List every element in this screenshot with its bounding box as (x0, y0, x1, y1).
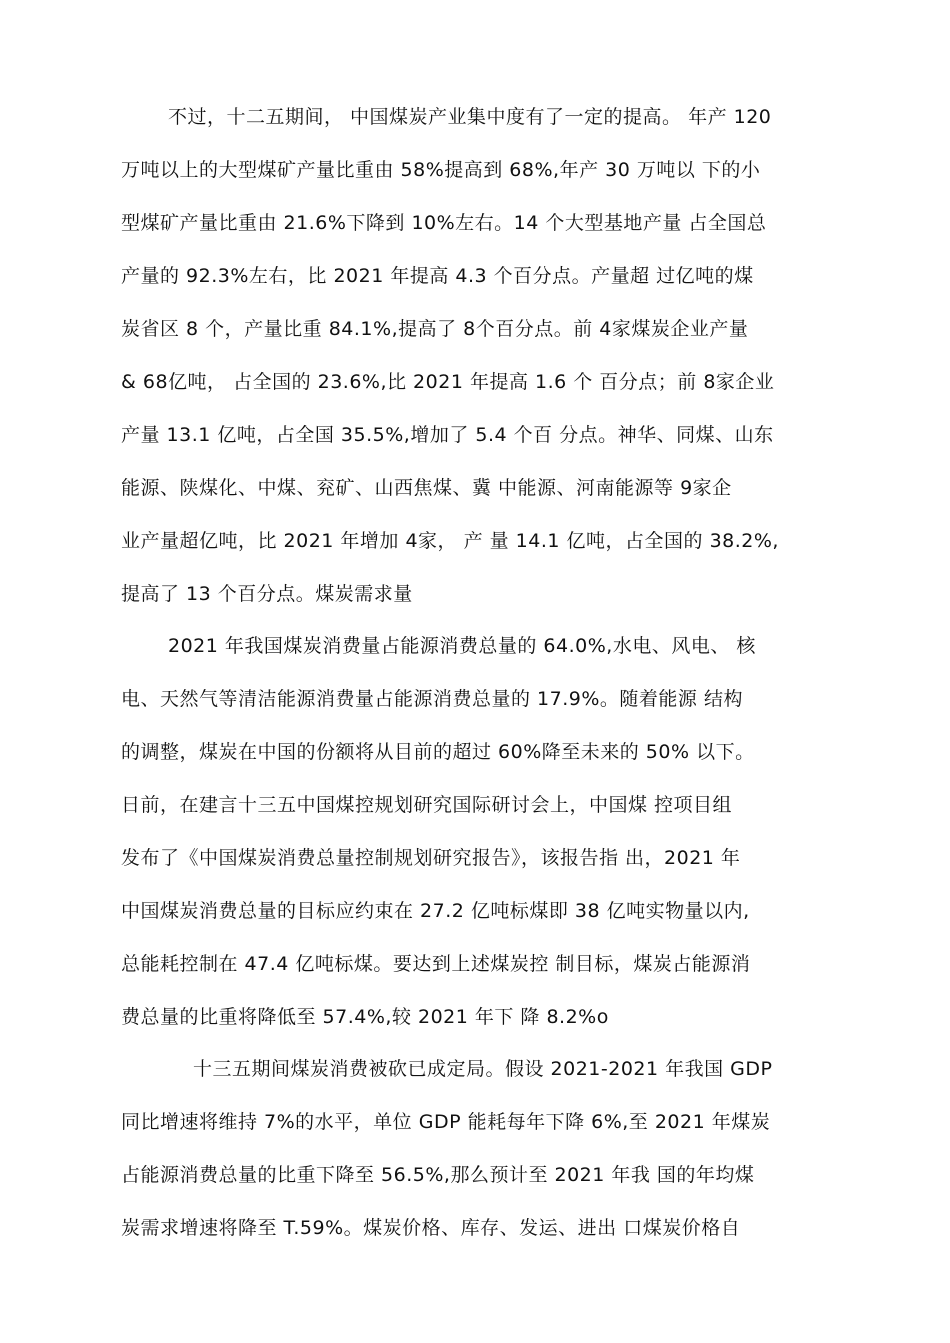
paragraph-3-line-2: 同比增速将维持 7%的水平，单位 GDP 能耗每年下降 6%,至 2021 年煤炭 (121, 1111, 771, 1133)
paragraph-2-line-6: 中国煤炭消费总量的目标应约束在 27.2 亿吨标煤即 38 亿吨实物量以内, (121, 900, 750, 922)
paragraph-3-line-3: 占能源消费总量的比重下降至 56.5%,那么预计至 2021 年我 国的年均煤 (121, 1164, 755, 1186)
paragraph-2-line-8: 费总量的比重将降低至 57.4%,较 2021 年下 降 8.2%o (121, 1006, 609, 1028)
paragraph-3-line-4: 炭需求增速将降至 T.59%。煤炭价格、库存、发运、进出 口煤炭价格自 (121, 1217, 741, 1239)
paragraph-2-line-5: 发布了《中国煤炭消费总量控制规划研究报告》，该报告指 出，2021 年 (121, 847, 741, 869)
paragraph-1-line-9: 业产量超亿吨，比 2021 年增加 4家， 产 量 14.1 亿吨，占全国的 38.2%, (121, 530, 779, 552)
paragraph-1-line-8: 能源、陕煤化、中煤、兖矿、山西焦煤、冀 中能源、河南能源等 9家企 (121, 477, 732, 499)
paragraph-2-line-2: 电、天然气等清洁能源消费量占能源消费总量的 17.9%。随着能源 结构 (121, 688, 743, 710)
paragraph-1-line-3: 型煤矿产量比重由 21.6%下降到 10%左右。14 个大型基地产量 占全国总 (121, 212, 767, 234)
paragraph-2-line-1: 2021 年我国煤炭消费量占能源消费总量的 64.0%,水电、风电、 核 (168, 635, 756, 657)
paragraph-2-line-4: 日前，在建言十三五中国煤控规划研究国际研讨会上，中国煤 控项目组 (121, 794, 733, 816)
paragraph-1-line-7: 产量 13.1 亿吨，占全国 35.5%,增加了 5.4 个百 分点。神华、同煤、山东 (121, 424, 774, 446)
paragraph-1-line-1: 不过，十二五期间， 中国煤炭产业集中度有了一定的提高。 年产 120 (168, 106, 772, 128)
paragraph-3-line-1: 十三五期间煤炭消费被砍已成定局。假设 2021-2021 年我国 GDP (193, 1058, 773, 1080)
paragraph-2-line-3: 的调整，煤炭在中国的份额将从目前的超过 60%降至未来的 50% 以下。 (121, 741, 755, 763)
paragraph-1-line-2: 万吨以上的大型煤矿产量比重由 58%提高到 68%,年产 30 万吨以 下的小 (121, 159, 761, 181)
paragraph-1-line-4: 产量的 92.3%左右，比 2021 年提高 4.3 个百分点。产量超 过亿吨的煤 (121, 265, 754, 287)
paragraph-1-line-6: & 68亿吨， 占全国的 23.6%,比 2021 年提高 1.6 个 百分点；前 8家企业 (121, 371, 775, 393)
paragraph-2-line-7: 总能耗控制在 47.4 亿吨标煤。要达到上述煤炭控 制目标，煤炭占能源消 (121, 953, 751, 975)
paragraph-1-line-5: 炭省区 8 个，产量比重 84.1%,提高了 8个百分点。前 4家煤炭企业产量 (121, 318, 749, 340)
paragraph-1-line-10: 提高了 13 个百分点。煤炭需求量 (121, 583, 413, 605)
